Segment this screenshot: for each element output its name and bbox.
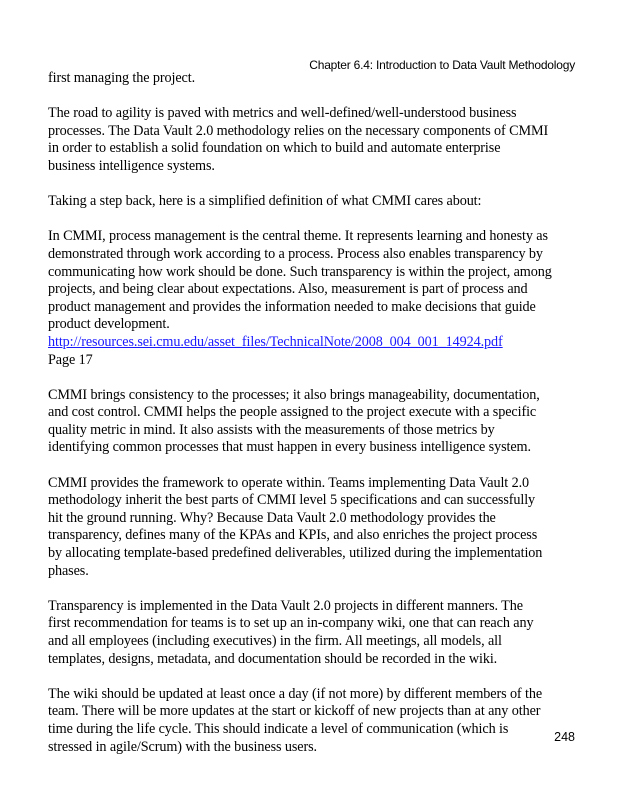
text-line: team. There will be more updates at the start or kickoff of new projects than at any other	[48, 703, 541, 720]
document-body	[48, 70, 578, 774]
paragraph-step-back	[48, 193, 578, 211]
text-line: and cost control. CMMI helps the people assigned to the project execute with a specific	[48, 404, 537, 421]
text-line: methodology inherit the best parts of CMMI level 5 specifications and can successfully	[48, 492, 536, 509]
text-line: CMMI brings consistency to the processes; it also brings manageability, documentation,	[48, 386, 540, 403]
text-line: quality metric in mind. It also assists with the measurements of those metrics by	[48, 421, 495, 438]
chapter-header: Chapter 6.4: Introduction to Data Vault Methodology	[309, 58, 575, 72]
text-line: In CMMI, process management is the central theme. It represents learning and honesty as	[48, 228, 548, 245]
paragraph-cmmi-quote	[48, 228, 578, 369]
paragraph-road-to-agility	[48, 105, 578, 175]
text-line: first recommendation for teams is to set up an in-company wiki, one that can reach any	[48, 615, 534, 632]
paragraph-continuation	[48, 70, 578, 88]
text-line: hit the ground running. Why? Because Data Vault 2.0 methodology provides the	[48, 509, 496, 526]
text-line: product development.	[48, 316, 170, 333]
text-line: first managing the project.	[48, 70, 196, 86]
text-line: product management and provides the information needed to make decisions that guide	[48, 298, 536, 315]
text-line: in order to establish a solid foundation on which to build and automate enterprise	[48, 140, 501, 157]
text-line: business intelligence systems.	[48, 157, 215, 174]
source-link[interactable]: http://resources.sei.cmu.edu/asset_files/TechnicalNote/2008_004_001_14924.pdf	[48, 333, 503, 350]
paragraph-cmmi-consistency	[48, 387, 578, 457]
text-line: The road to agility is paved with metrics and well-defined/well-understood business	[48, 105, 517, 122]
page-number: 248	[554, 730, 575, 744]
text-line: CMMI provides the framework to operate within. Teams implementing Data Vault 2.0	[48, 474, 530, 491]
text-line: communicating how work should be done. Such transparency is within the project, among	[48, 263, 552, 280]
text-line: projects, and being clear about expectations. Also, measurement is part of process and	[48, 281, 528, 298]
paragraph-transparency	[48, 598, 578, 668]
text-line: stressed in agile/Scrum) with the business users.	[48, 738, 317, 755]
text-line: Transparency is implemented in the Data Vault 2.0 projects in different manners. The	[48, 597, 523, 614]
text-line: by allocating template-based predefined deliverables, utilized during the implementation	[48, 545, 543, 562]
text-line: transparency, defines many of the KPAs and KPIs, and also enriches the project process	[48, 527, 538, 544]
text-line: phases.	[48, 562, 89, 579]
text-line: processes. The Data Vault 2.0 methodology relies on the necessary components of CMMI	[48, 122, 549, 139]
source-page-reference: Page 17	[48, 351, 93, 368]
text-line: templates, designs, metadata, and documentation should be recorded in the wiki.	[48, 650, 498, 667]
text-line: and all employees (including executives) in the firm. All meetings, all models, all	[48, 633, 502, 649]
paragraph-wiki-updates	[48, 686, 578, 756]
text-line: identifying common processes that must happen in every business intelligence system.	[48, 439, 531, 456]
text-line: Taking a step back, here is a simplified definition of what CMMI cares about:	[48, 193, 482, 210]
text-line: time during the life cycle. This should indicate a level of communication (which is	[48, 720, 509, 737]
text-line: demonstrated through work according to a process. Process also enables transparency by	[48, 245, 543, 262]
text-line: The wiki should be updated at least once a day (if not more) by different members of the	[48, 685, 543, 702]
paragraph-cmmi-framework	[48, 475, 578, 581]
